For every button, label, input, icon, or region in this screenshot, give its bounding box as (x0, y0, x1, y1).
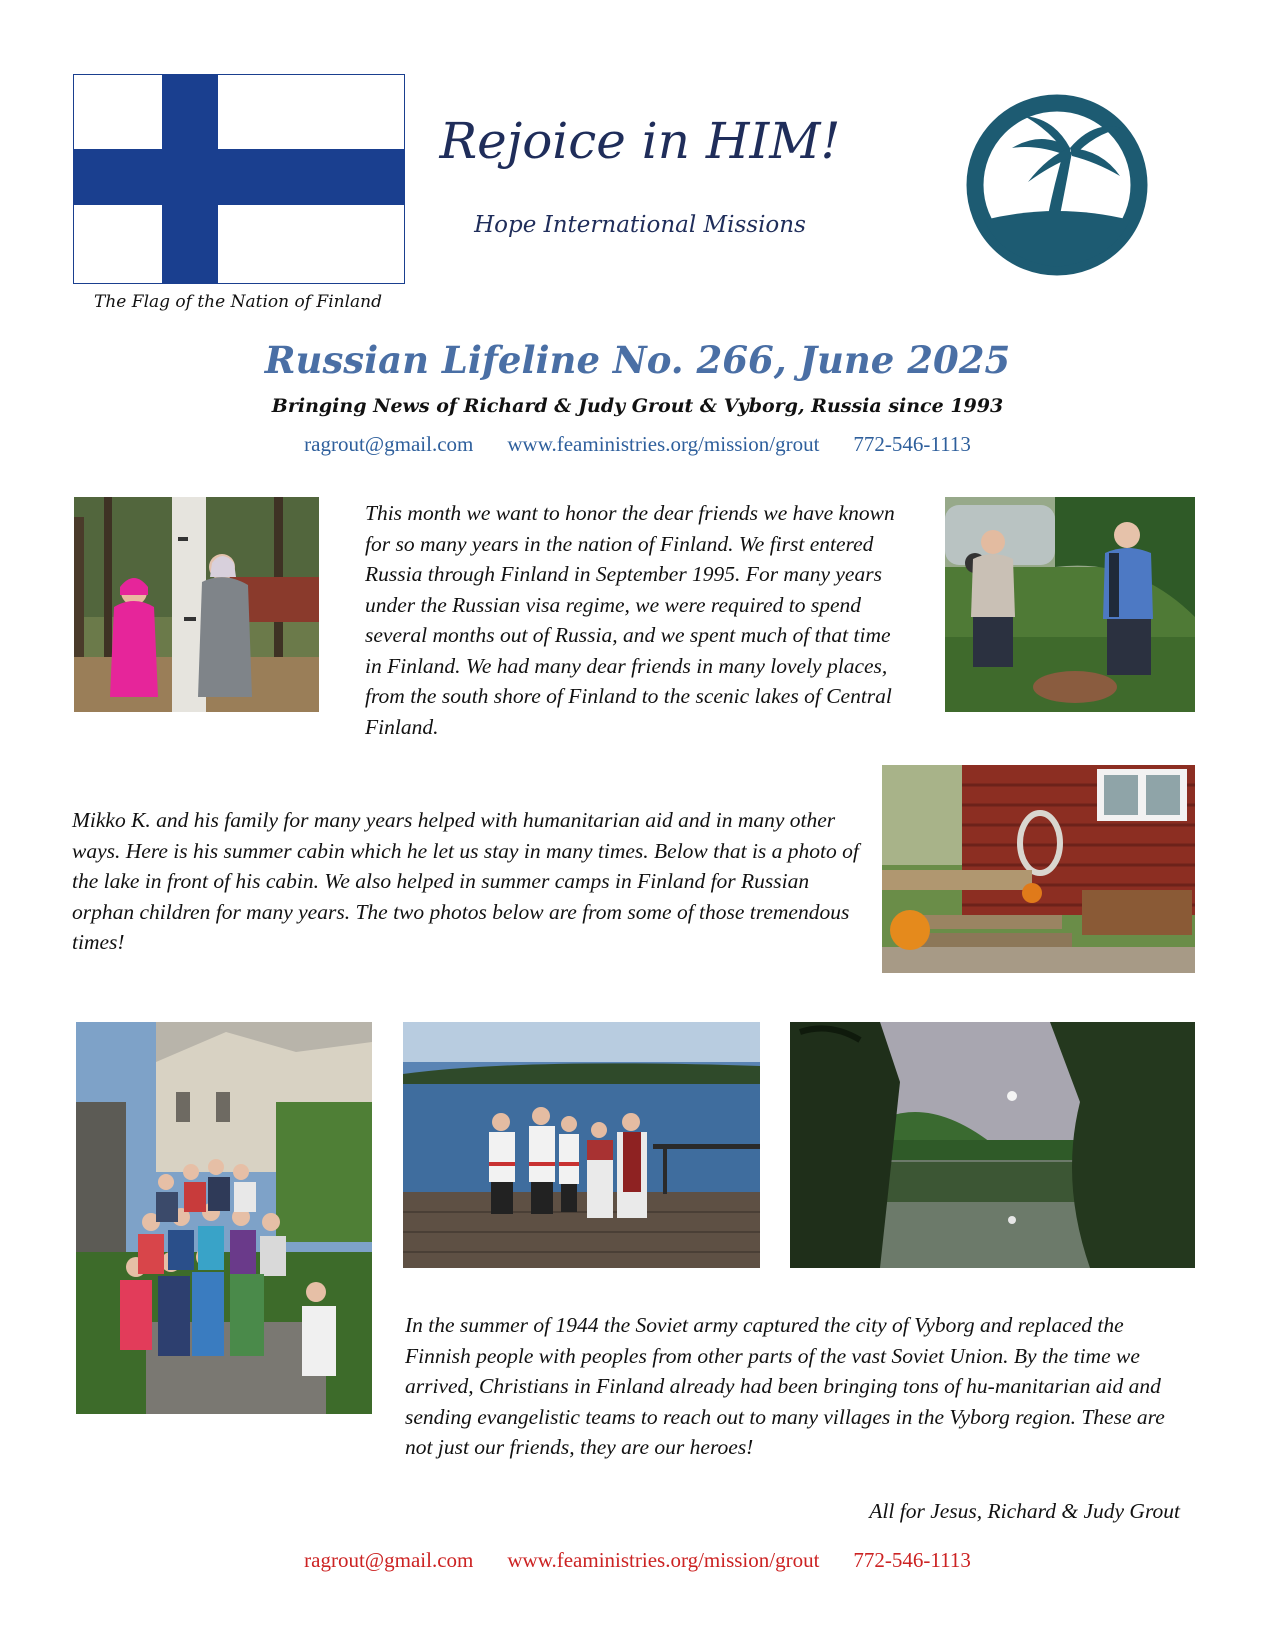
photo-two-men-sitting (945, 497, 1195, 712)
intro-paragraph: This month we want to honor the dear friends we have known for so many years in the nation of Finland. We first entered Russia through Finland in September 1995. For many years under the Russian visa regime, we were required to spend several months out of Russia, and we spent much of that time in Finland. We had many dear friends in many lovely places, from the south shore of Finland to the scenic lakes of Central Finland. (365, 501, 895, 739)
phone-number-bottom: 772-546-1113 (853, 1548, 971, 1572)
issue-title: Russian Lifeline No. 266, June 2025 (264, 338, 1011, 382)
photo-women-by-birch (74, 497, 319, 712)
phone-number: 772-546-1113 (853, 432, 971, 456)
newsletter-title: Rejoice in HIM! (439, 112, 841, 170)
flag-caption: The Flag of the Nation of Finland (94, 292, 382, 312)
photo-lake-at-dusk (790, 1022, 1195, 1268)
photo-children-traditional-dress (403, 1022, 760, 1268)
signoff: All for Jesus, Richard & Judy Grout (869, 1499, 1180, 1523)
photo-children-group-steps (76, 1022, 372, 1414)
history-paragraph: In the summer of 1944 the Soviet army captured the city of Vyborg and replaced the Finnish people with peoples from other parts of the vast Soviet Union. By the time we arrived, Christians in Finland already had been bringing tons of hu-manitarian aid and sending evangelistic teams to reach out to many villages in the Vyborg region. These are not just our friends, they are our heroes! (405, 1313, 1165, 1459)
palm-tree-logo-icon (962, 90, 1152, 280)
website-link[interactable]: www.feaministries.org/mission/grout (507, 432, 820, 456)
contact-line-top (100, 432, 1175, 457)
website-link-bottom[interactable]: www.feaministries.org/mission/grout (507, 1548, 820, 1572)
email-link-bottom[interactable]: ragrout@gmail.com (304, 1548, 474, 1572)
contact-line-bottom (100, 1548, 1175, 1573)
organization-name: Hope International Missions (474, 212, 806, 238)
finland-flag (73, 74, 405, 284)
email-link[interactable]: ragrout@gmail.com (304, 432, 474, 456)
photo-summer-cabin (882, 765, 1195, 973)
tagline: Bringing News of Richard & Judy Grout & Vyborg, Russia since 1993 (271, 395, 1004, 417)
cabin-paragraph: Mikko K. and his family for many years helped with humanitarian aid and in many other ways. Here is his summer cabin which he let us stay in many times. Below that is a photo of the lake in front of his cabin. We also helped in summer camps in Finland for Russian orphan children for many years. The two photos below are from some of those tremendous times! (72, 808, 859, 954)
